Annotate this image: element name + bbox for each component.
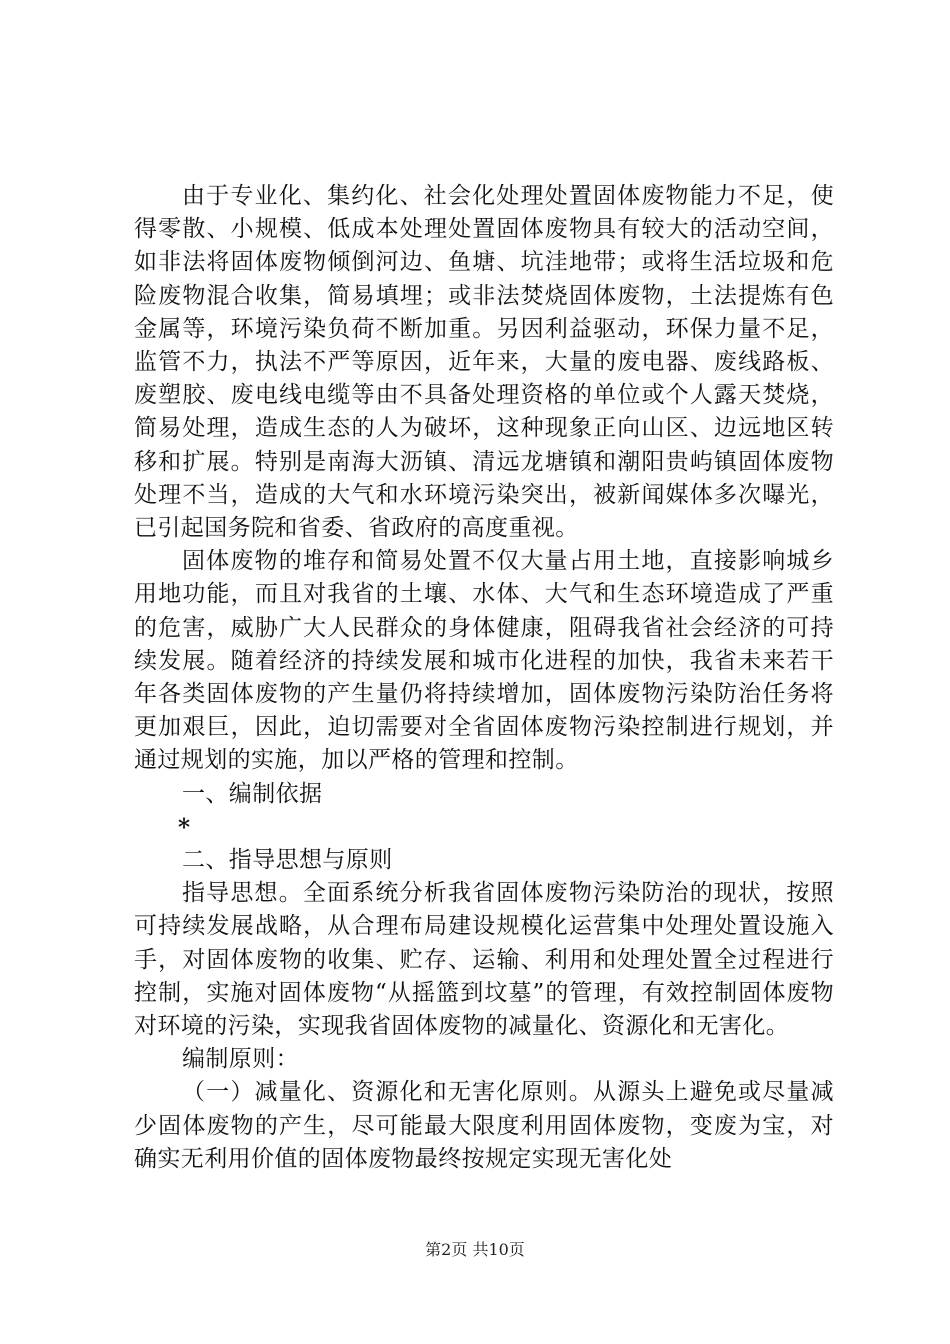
paragraph-guiding-thought: 指导思想。全面系统分析我省固体废物污染防治的现状，按照可持续发展战略，从合理布局建设规模化运营集中处理处置设施入手，对固体废物的收集、贮存、运输、利用和处理处置全过程进行控制，实施对固体废物“从摇篮到坟墓”的管理，有效控制固体废物对环境的污染，实现我省固体废物的减量化、资源化和无害化。 (134, 880, 834, 1040)
principles-label: 编制原则： (182, 1046, 299, 1073)
section-heading-basis: 一、编制依据 (182, 780, 323, 807)
section-heading-guiding-principles: 二、指导思想与原则 (182, 847, 393, 874)
asterisk-marker: * (178, 813, 191, 841)
page-footer: 第2页 共10页 (425, 1240, 525, 1259)
paragraph-solid-waste-impact: 固体废物的堆存和简易处置不仅大量占用土地，直接影响城乡用地功能，而且对我省的土壤、水体、大气和生态环境造成了严重的危害，威胁广大人民群众的身体健康，阻碍我省社会经济的可持续发展。随着经济的持续发展和城市化进程的加快，我省未来若干年各类固体废物的产生量仍将持续增加，固体废物污染防治任务将更加艰巨，因此，迫切需要对全省固体废物污染控制进行规划，并通过规划的实施，加以严格的管理和控制。 (134, 548, 834, 774)
paragraph-principle-1: （一）减量化、资源化和无害化原则。从源头上避免或尽量减少固体废物的产生，尽可能最大限度利用固体废物，变废为宝，对确实无利用价值的固体废物最终按规定实现无害化处 (134, 1079, 834, 1172)
document-body (134, 180, 834, 1176)
paragraph-solid-waste-problems: 由于专业化、集约化、社会化处理处置固体废物能力不足，使得零散、小规模、低成本处理处置固体废物具有较大的活动空间，如非法将固体废物倾倒河边、鱼塘、坑洼地带；或将生活垃圾和危险废物混合收集，简易填埋；或非法焚烧固体废物，土法提炼有色金属等，环境污染负荷不断加重。另因利益驱动，环保力量不足，监管不力，执法不严等原因，近年来，大量的废电器、废线路板、废塑胶、废电线电缆等由不具备处理资格的单位或个人露天焚烧，简易处理，造成生态的人为破坏，这种现象正向山区、边远地区转移和扩展。特别是南海大沥镇、清远龙塘镇和潮阳贵屿镇固体废物处理不当，造成的大气和水环境污染突出，被新闻媒体多次曝光，已引起国务院和省委、省政府的高度重视。 (134, 183, 834, 542)
